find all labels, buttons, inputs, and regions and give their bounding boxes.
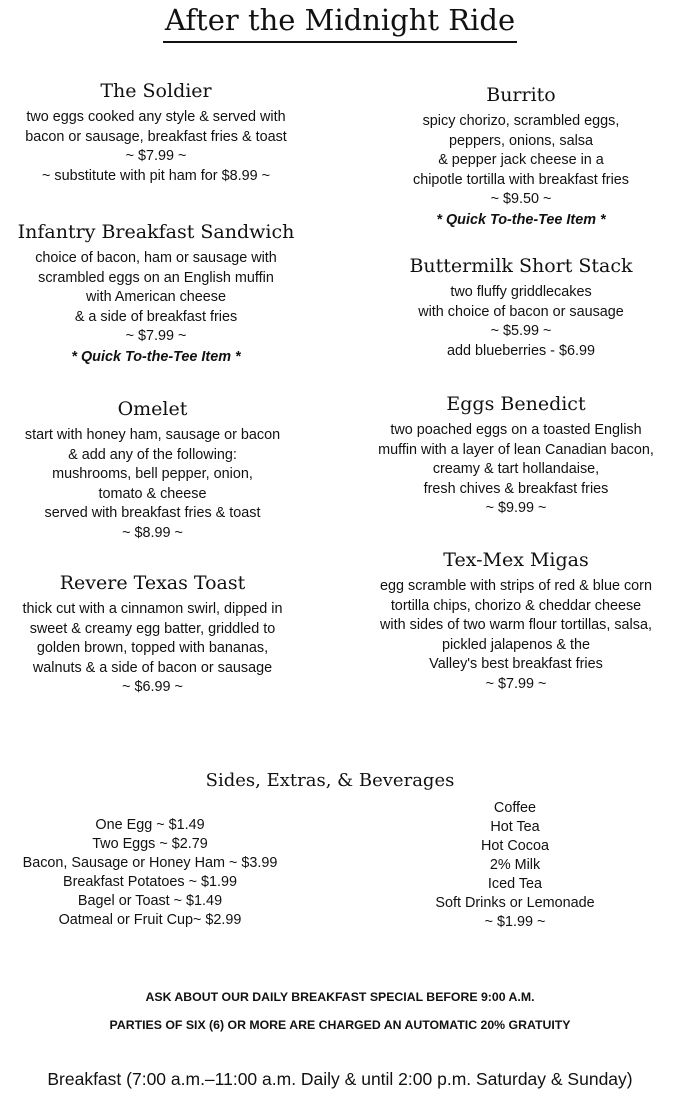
beverage-item: Soft Drinks or Lemonade: [435, 895, 595, 911]
sides-heading: Sides, Extras, & Beverages: [205, 770, 455, 791]
item-name: Omelet: [117, 398, 188, 420]
item-line: two poached eggs on a toasted English: [390, 422, 642, 438]
item-name: Buttermilk Short Stack: [409, 255, 633, 277]
item-line: add blueberries - $6.99: [446, 342, 595, 359]
side-item: Bagel or Toast ~ $1.49: [77, 893, 223, 909]
item-line: walnuts & a side of bacon or sausage: [32, 659, 273, 676]
item-name: Tex-Mex Migas: [443, 549, 589, 571]
side-item: Breakfast Potatoes ~ $1.99: [62, 874, 237, 890]
menu-item-soldier: [0, 78, 312, 186]
item-line: & a side of breakfast fries: [74, 308, 238, 325]
item-line: two eggs cooked any style & served with: [26, 109, 286, 125]
item-line: ~ substitute with pit ham for $8.99 ~: [42, 167, 270, 184]
item-line: pickled jalapenos & the: [441, 636, 590, 653]
item-line: & add any of the following:: [68, 446, 237, 463]
menu-item-infantry-sandwich: [0, 219, 312, 368]
item-line: with American cheese: [86, 289, 226, 305]
item-line: with sides of two warm flour tortillas, salsa,: [380, 617, 652, 633]
item-line: sweet & creamy egg batter, griddled to: [29, 620, 276, 637]
item-line: scrambled eggs on an English muffin: [38, 269, 274, 286]
item-line: fresh chives & breakfast fries: [423, 480, 609, 497]
quick-item-badge: * Quick To-the-Tee Item *: [71, 348, 241, 365]
item-price: ~ $6.99 ~: [122, 679, 183, 695]
menu-item-tex-mex-migas: [352, 547, 680, 694]
beverage-item: Hot Cocoa: [481, 838, 549, 854]
beverage-price: ~ $1.99 ~: [484, 914, 546, 930]
item-name: The Soldier: [100, 80, 212, 102]
item-line: tomato & cheese: [98, 485, 207, 502]
side-item: Bacon, Sausage or Honey Ham ~ $3.99: [22, 855, 278, 871]
item-line: bacon or sausage, breakfast fries & toast: [25, 128, 287, 145]
item-line: peppers, onions, salsa: [449, 132, 593, 149]
menu-item-revere-texas-toast: [0, 570, 305, 698]
item-line: Valley's best breakfast fries: [429, 656, 603, 672]
item-price: ~ $9.50 ~: [490, 191, 552, 207]
beverage-item: Hot Tea: [490, 819, 540, 835]
item-line: with choice of bacon or sausage: [418, 303, 624, 320]
item-price: ~ $5.99 ~: [490, 323, 552, 339]
item-name: Eggs Benedict: [446, 393, 586, 415]
sides-list: [0, 816, 300, 930]
item-line: choice of bacon, ham or sausage with: [35, 250, 277, 266]
item-line: served with breakfast fries & toast: [44, 505, 261, 521]
beverage-item: Coffee: [493, 800, 537, 816]
daily-special-notice: ASK ABOUT OUR DAILY BREAKFAST SPECIAL BEFORE 9:00 A.M.: [145, 990, 535, 1004]
breakfast-hours: Breakfast (7:00 a.m.–11:00 a.m. Daily & until 2:00 p.m. Saturday & Sunday): [47, 1069, 633, 1089]
side-item: Oatmeal or Fruit Cup~ $2.99: [58, 912, 242, 928]
item-line: egg scramble with strips of red & blue corn: [380, 578, 652, 594]
item-price: ~ $7.99 ~: [125, 328, 187, 344]
item-line: tortilla chips, chorizo & cheddar cheese: [390, 597, 642, 614]
gratuity-notice: PARTIES OF SIX (6) OR MORE ARE CHARGED AN AUTOMATIC 20% GRATUITY: [109, 1018, 571, 1032]
item-price: ~ $9.99 ~: [485, 500, 547, 516]
menu-item-eggs-benedict: [352, 391, 680, 519]
menu-item-buttermilk-short-stack: [362, 253, 680, 361]
item-line: thick cut with a cinnamon swirl, dipped in: [22, 601, 283, 617]
side-item: One Egg ~ $1.49: [95, 817, 205, 833]
item-line: golden brown, topped with bananas,: [36, 640, 269, 656]
item-name: Infantry Breakfast Sandwich: [17, 221, 295, 243]
item-line: mushrooms, bell pepper, onion,: [52, 466, 253, 482]
item-price: ~ $7.99 ~: [485, 675, 547, 692]
menu-title: After the Midnight Ride: [0, 0, 680, 43]
side-item: Two Eggs ~ $2.79: [92, 836, 208, 852]
quick-item-badge: * Quick To-the-Tee Item *: [436, 211, 606, 228]
beverage-item: 2% Milk: [489, 857, 541, 873]
item-line: two fluffy griddlecakes: [450, 284, 592, 300]
item-name: Revere Texas Toast: [59, 572, 246, 594]
menu-item-burrito: [362, 82, 680, 231]
item-line: start with honey ham, sausage or bacon: [24, 427, 281, 443]
menu-item-omelet: [0, 396, 305, 543]
item-price: ~ $7.99 ~: [125, 148, 187, 164]
item-line: & pepper jack cheese in a: [438, 152, 604, 168]
beverage-item: Iced Tea: [487, 876, 543, 892]
item-name: Burrito: [486, 84, 556, 106]
item-price: ~ $8.99 ~: [122, 524, 183, 541]
item-line: spicy chorizo, scrambled eggs,: [422, 113, 620, 129]
item-line: creamy & tart hollandaise,: [432, 461, 600, 477]
item-line: muffin with a layer of lean Canadian bacon,: [378, 441, 654, 458]
item-line: chipotle tortilla with breakfast fries: [413, 171, 629, 188]
beverages-list: [390, 799, 640, 932]
